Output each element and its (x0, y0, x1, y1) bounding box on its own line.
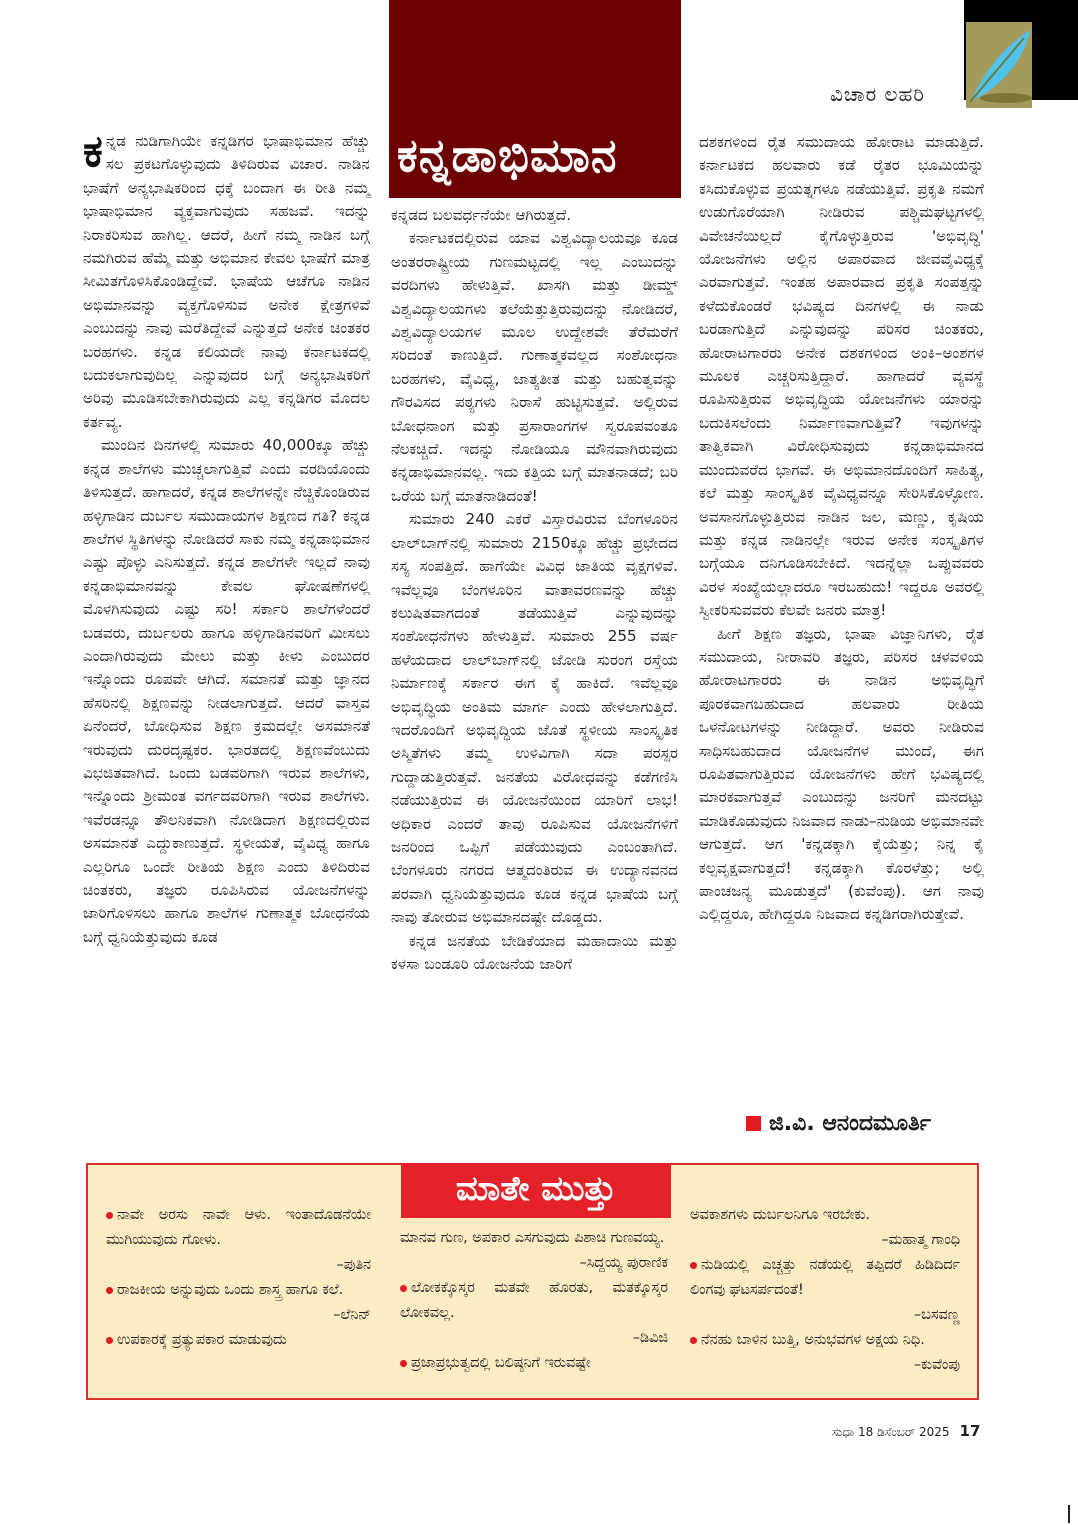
quotes-column-2 (400, 1226, 668, 1376)
quotes-box (86, 1163, 979, 1400)
page-number: 17 (959, 1422, 981, 1440)
paragraph: ಮುಂದಿನ ದಿನಗಳಲ್ಲಿ ಸುಮಾರು 40,000ಕ್ಕೂ ಹೆಚ್ಚು ಕನ್ನಡ ಶಾಲೆಗಳು ಮುಚ್ಚಲಾಗುತ್ತಿವೆ ಎಂದು ವರದಿಯೊಂದು ತಿಳಿಸುತ್ತದೆ. ಹಾಗಾದರೆ, ಕನ್ನಡ ಶಾಲೆಗಳನ್ನೇ ನೆಚ್ಚಿಕೊಂಡಿರುವ ಹಳ್ಳಿಗಾಡಿನ ದುರ್ಬಲ ಸಮುದಾಯಗಳ ಶಿಕ್ಷಣದ ಗತಿ? ಕನ್ನಡ ಶಾಲೆಗಳ ಸ್ಥಿತಿಗಳನ್ನು ನೋಡಿದರೆ ಸಾಕು ನಮ್ಮ ಕನ್ನಡಾಭಿಮಾನ ಎಷ್ಟು ಪೊಳ್ಳು ಎನಿಸುತ್ತದೆ. ಕನ್ನಡ ಶಾಲೆಗಳೇ ಇಲ್ಲದೆ ನಾವು ಕನ್ನಡಾಭಿಮಾನವನ್ನು ಕೇವಲ ಘೋಷಣೆಗಳಲ್ಲಿ ಮೊಳಗಿಸುವುದು ಎಷ್ಟು ಸರಿ! ಸರ್ಕಾರಿ ಶಾಲೆಗಳೆಂದರೆ ಬಡವರು, ದುರ್ಬಲರು ಹಾಗೂ ಹಳ್ಳಿಗಾಡಿನವರಿಗೆ ಮೀಸಲು ಎಂದಾಗಿರುವುದು ಮೇಲು ಮತ್ತು ಕೀಳು ಎಂಬುದರ ಇನ್ನೊಂದು ರೂಪವೇ ಆಗಿದೆ. ಸಮಾನತೆ ಮತ್ತು ಜ್ಞಾನದ ಹೆಸರಿನಲ್ಲಿ ಶಿಕ್ಷಣವನ್ನು ನೀಡಲಾಗುತ್ತದೆ. ಆದರೆ ವಾಸ್ತವ ಏನೆಂದರೆ, ಬೋಧಿಸುವ ಶಿಕ್ಷಣ ಕ್ರಮದಲ್ಲೇ ಅಸಮಾನತೆ ಇರುವುದು ದುರದೃಷ್ಟಕರ. ಭಾರತದಲ್ಲಿ ಶಿಕ್ಷಣವೆಂಬುದು ವಿಭಜಿತವಾಗಿದೆ. ಒಂದು ಬಡವರಿಗಾಗಿ ಇರುವ ಶಾಲೆಗಳು, ಇನ್ನೊಂದು ಶ್ರೀಮಂತ ವರ್ಗದವರಿಗಾಗಿ ಇರುವ ಶಾಲೆಗಳು. ಇವೆರಡನ್ನೂ ತೌಲನಿಕವಾಗಿ ನೋಡಿದಾಗ ಶಿಕ್ಷಣದಲ್ಲಿರುವ ಅಸಮಾನತೆ ಎದ್ದುಕಾಣುತ್ತದೆ. ಸ್ಥಳೀಯತೆ, ವೈವಿಧ್ಯ ಹಾಗೂ ಎಲ್ಲರಿಗೂ ಒಂದೇ ರೀತಿಯ ಶಿಕ್ಷಣ ಎಂದು ತಿಳಿದಿರುವ ಚಿಂತಕರು, ತಜ್ಞರು ರೂಪಿಸಿರುವ ಯೋಜನೆಗಳನ್ನು ಜಾರಿಗೊಳಿಸಲು ಹಾಗೂ ಶಾಲೆಗಳ ಗುಣಾತ್ಮಕ ಬೋಧನೆಯ ಬಗ್ಗೆ ಧ್ವನಿಯೆತ್ತುವುದು ಕೂಡ (83, 436, 371, 946)
quote-author: –ಕುವೆಂಪು (913, 1357, 960, 1373)
quote-author: –ಸಿದ್ದಯ್ಯ ಪುರಾಣಿಕ (579, 1255, 668, 1271)
paragraph: ಕನ್ನಡ ಜನತೆಯ ಬೇಡಿಕೆಯಾದ ಮಹಾದಾಯಿ ಮತ್ತು ಕಳಸಾ ಬಂಡೂರಿ ಯೋಜನೆಯ ಜಾರಿಗೆ (391, 931, 678, 973)
quote-item: ನೆನಹು ಬಾಳಿನ ಬುತ್ತಿ, ಅನುಭವಗಳ ಅಕ್ಷಯ ನಿಧಿ. (690, 1328, 960, 1353)
crop-mark (1068, 1505, 1070, 1523)
bullet-icon (106, 1337, 113, 1344)
quote-author: –ಬಸವಣ್ಣ (913, 1307, 960, 1323)
paragraph: ಕನ್ನಡದ ಬಲವರ್ಧನೆಯೇ ಆಗಿರುತ್ತದೆ. (391, 206, 572, 224)
quote-author: –ಲೆನಿನ್ (333, 1307, 371, 1323)
quotes-column-1 (106, 1203, 371, 1353)
quote-author: –ಮಹಾತ್ಮ ಗಾಂಧಿ (881, 1232, 960, 1248)
article-column-1 (83, 126, 371, 949)
quote-item: ರಾಜಕೀಯ ಅನ್ನುವುದು ಒಂದು ಶಾಸ್ತ್ರ ಹಾಗೂ ಕಲೆ. (106, 1278, 371, 1303)
quote-item: ಉಪಕಾರಕ್ಕೆ ಪ್ರತ್ಯುಪಕಾರ ಮಾಡುವುದು (106, 1328, 371, 1353)
author-name: ಜಿ.ವಿ. ಆನಂದಮೂರ್ತಿ (769, 1111, 932, 1136)
quotes-title: ಮಾತೇ ಮುತ್ತು (401, 1163, 671, 1218)
bullet-icon (400, 1360, 407, 1367)
bullet-icon (690, 1262, 697, 1269)
bullet-icon (690, 1337, 697, 1344)
paragraph: ಸುಮಾರು 240 ಎಕರೆ ವಿಸ್ತಾರವಿರುವ ಬೆಂಗಳೂರಿನ ಲಾಲ್‌ಬಾಗ್‌ನಲ್ಲಿ ಸುಮಾರು 2150ಕ್ಕೂ ಹೆಚ್ಚು ಪ್ರಭೇದದ ಸಸ್ಯ ಸಂಪತ್ತಿದೆ. ಹಾಗೆಯೇ ವಿವಿಧ ಜಾತಿಯ ವೃಕ್ಷಗಳಿವೆ. ಇವೆಲ್ಲವೂ ಬೆಂಗಳೂರಿನ ವಾತಾವರಣವನ್ನು ಹೆಚ್ಚು ಕಲುಷಿತವಾಗದಂತೆ ತಡೆಯುತ್ತಿವೆ ಎನ್ನುವುದನ್ನು ಸಂಶೋಧನೆಗಳು ಹೇಳುತ್ತಿವೆ. ಸುಮಾರು 255 ವರ್ಷ ಹಳೆಯದಾದ ಲಾಲ್‌ಬಾಗ್‌ನಲ್ಲಿ ಜೋಡಿ ಸುರಂಗ ರಸ್ತೆಯ ನಿರ್ಮಾಣಕ್ಕೆ ಸರ್ಕಾರ ಈಗ ಕೈ ಹಾಕಿದೆ. ಇವೆಲ್ಲವೂ ಅಭಿವೃದ್ಧಿಯ ಅಂತಿಮ ಮಾರ್ಗ ಎಂದು ಹೇಳಲಾಗುತ್ತಿದೆ. ಇದರೊಂದಿಗೆ ಅಭಿವೃದ್ಧಿಯ ಜೊತೆ ಸ್ಥಳೀಯ ಸಾಂಸ್ಕೃತಿಕ ಅಸ್ಮಿತೆಗಳು ತಮ್ಮ ಉಳಿವಿಗಾಗಿ ಸದಾ ಪರಸ್ಪರ ಗುದ್ದಾಡುತ್ತಿರುತ್ತವೆ. ಜನತೆಯ ವಿರೋಧವನ್ನು ಕಡೆಗಣಿಸಿ ನಡೆಯುತ್ತಿರುವ ಈ ಯೋಜನೆಯಿಂದ ಯಾರಿಗೆ ಲಾಭ! ಅಧಿಕಾರ ಎಂದರೆ ತಾವು ರೂಪಿಸುವ ಯೋಜನೆಗಳಿಗೆ ಜನರಿಂದ ಒಪ್ಪಿಗೆ ಪಡೆಯುವುದು ಎಂಬಂತಾಗಿದೆ. ಬೆಂಗಳೂರು ನಗರದ ಆತ್ಮದಂತಿರುವ ಈ ಉದ್ಯಾನವನದ ಪರವಾಗಿ ಧ್ವನಿಯೆತ್ತುವುದೂ ಕೂಡ ಕನ್ನಡ ಭಾಷೆಯ ಬಗ್ಗೆ ನಾವು ತೋರುವ ಅಭಿಮಾನದಷ್ಟೇ ದೊಡ್ಡದು. (391, 510, 678, 927)
quote-item: ಪ್ರಜಾಪ್ರಭುತ್ವದಲ್ಲಿ ಬಲಿಷ್ಠನಿಗೆ ಇರುವಷ್ಟೇ (400, 1351, 668, 1376)
paragraph: ಕರ್ನಾಟಕದಲ್ಲಿರುವ ಯಾವ ವಿಶ್ವವಿದ್ಯಾಲಯವೂ ಕೂಡ ಅಂತರರಾಷ್ಟ್ರೀಯ ಗುಣಮಟ್ಟದಲ್ಲಿ ಇಲ್ಲ ಎಂಬುದನ್ನು ವರದಿಗಳು ಹೇಳುತ್ತಿವೆ. ಖಾಸಗಿ ಮತ್ತು ಡೀಮ್ಡ್ ವಿಶ್ವವಿದ್ಯಾಲಯಗಳು ತಲೆಯೆತ್ತುತ್ತಿರುವುದನ್ನು ನೋಡಿದರೆ, ವಿಶ್ವವಿದ್ಯಾಲಯಗಳ ಮೂಲ ಉದ್ದೇಶವೇ ತೆರೆಮರೆಗೆ ಸರಿದಂತೆ ಕಾಣುತ್ತಿದೆ. ಗುಣಾತ್ಮಕವಲ್ಲದ ಸಂಶೋಧನಾ ಬರಹಗಳು, ವೈವಿಧ್ಯ, ಜಾತ್ಯತೀತ ಮತ್ತು ಬಹುತ್ವವನ್ನು ಗೌರವಿಸದ ಪಠ್ಯಗಳು ನಿರಾಸೆ ಹುಟ್ಟಿಸುತ್ತವೆ. ಅಲ್ಲಿರುವ ಬೋಧನಾಂಗ ಮತ್ತು ಪ್ರಸಾರಾಂಗಗಳ ಸ್ವರೂಪವಂತೂ ನೆಲಕಚ್ಚಿದೆ. ಇದನ್ನು ನೋಡಿಯೂ ಮೌನವಾಗಿರುವುದು ಕನ್ನಡಾಭಿಮಾನವಲ್ಲ. ಇದು ಕತ್ತಿಯ ಬಗ್ಗೆ ಮಾತನಾಡದೆ; ಬರಿ ಒರೆಯ ಬಗ್ಗೆ ಮಾತನಾಡಿದಂತೆ! (391, 229, 678, 505)
paragraph: ದಶಕಗಳಿಂದ ರೈತ ಸಮುದಾಯ ಹೋರಾಟ ಮಾಡುತ್ತಿದೆ. ಕರ್ನಾಟಕದ ಹಲವಾರು ಕಡೆ ರೈತರ ಭೂಮಿಯನ್ನು ಕಸಿದುಕೊಳ್ಳುವ ಪ್ರಯತ್ನಗಳೂ ನಡೆಯುತ್ತಿವೆ. ಪ್ರಕೃತಿ ನಮಗೆ ಉಡುಗೊರೆಯಾಗಿ ನೀಡಿರುವ ಪಶ್ಚಿಮಘಟ್ಟಗಳಲ್ಲಿ ವಿವೇಚನೆಯಿಲ್ಲದೆ ಕೈಗೊಳ್ಳುತ್ತಿರುವ 'ಅಭಿವೃದ್ಧಿ' ಯೋಜನೆಗಳು ಅಲ್ಲಿನ ಅಪಾರವಾದ ಜೀವವೈವಿಧ್ಯಕ್ಕೆ ಎರವಾಗುತ್ತವೆ. ಇಂತಹ ಅಪಾರವಾದ ಪ್ರಕೃತಿ ಸಂಪತ್ತನ್ನು ಕಳೆದುಕೊಂಡರೆ ಭವಿಷ್ಯದ ದಿನಗಳಲ್ಲಿ ಈ ನಾಡು ಬರಡಾಗುತ್ತಿದೆ ಎನ್ನುವುದನ್ನು ಪರಿಸರ ಚಿಂತಕರು, ಹೋರಾಟಗಾರರು ಅನೇಕ ದಶಕಗಳಿಂದ ಅಂಕಿ–ಅಂಶಗಳ ಮೂಲಕ ಎಚ್ಚರಿಸುತ್ತಿದ್ದಾರೆ. ಹಾಗಾದರೆ ವ್ಯವಸ್ಥೆ ರೂಪಿಸುತ್ತಿರುವ ಅಭಿವೃದ್ಧಿಯ ಯೋಜನೆಗಳು ಯಾರನ್ನು ಬದುಕಿಸಲೆಂದು ನಿರ್ಮಾಣವಾಗುತ್ತಿವೆ? ಇವುಗಳನ್ನು ತಾತ್ವಿಕವಾಗಿ ವಿರೋಧಿಸುವುದು ಕನ್ನಡಾಭಿಮಾನದ ಮುಂದುವರೆದ ಭಾಗವೆ. ಈ ಅಭಿಮಾನದೊಂದಿಗೆ ಸಾಹಿತ್ಯ, ಕಲೆ ಮತ್ತು ಸಾಂಸ್ಕೃತಿಕ ವೈವಿಧ್ಯವನ್ನೂ ಸೇರಿಸಿಕೊಳ್ಳೋಣ. ಅವಸಾನಗೊಳ್ಳುತ್ತಿರುವ ನಾಡಿನ ಜಲ, ಮಣ್ಣು, ಕೃಷಿಯ ಮತ್ತು ಕನ್ನಡ ನಾಡಿನಲ್ಲೇ ಇರುವ ಅನೇಕ ಸಂಸ್ಕೃತಿಗಳ ಬಗ್ಗೆಯೂ ದನಿಗೂಡಿಸಬೇಕಿದೆ. ಇದನ್ನೆಲ್ಲಾ ಒಪ್ಪುವವರು ವಿರಳ ಸಂಖ್ಯೆಯಲ್ಲಾದರೂ ಇರಬಹುದು! ಇದ್ದರೂ ಅವರಲ್ಲಿ ಸ್ವೀಕರಿಸುವವರು ಕೆಲವೇ ಜನರು ಮಾತ್ರ! (699, 133, 984, 620)
bullet-icon (400, 1285, 407, 1292)
publication-date: ಸುಧಾ 18 ಡಿಸೆಂಬರ್ 2025 (832, 1425, 950, 1439)
article-column-2 (391, 204, 678, 976)
feather-icon (966, 22, 1032, 108)
quote-item: ಮಾನವ ಗುಣ, ಅಪಕಾರ ಎಸಗುವುದು ಪಿಶಾಚಿ ಗುಣವಯ್ಯ. (400, 1230, 665, 1246)
paragraph: ಕನ್ನಡ ನುಡಿಗಾಗಿಯೇ ಕನ್ನಡಿಗರ ಭಾಷಾಭಿಮಾನ ಹೆಚ್ಚು ಸಲ ಪ್ರಕಟಗೊಳ್ಳುವುದು ತಿಳಿದಿರುವ ವಿಚಾರ. ನಾಡಿನ ಭಾಷೆಗೆ ಅನ್ಯಭಾಷಿಕರಿಂದ ಧಕ್ಕೆ ಬಂದಾಗ ಈ ರೀತಿ ನಮ್ಮ ಭಾಷಾಭಿಮಾನ ವ್ಯಕ್ತವಾಗುವುದು ಸಹಜವೆ. ಇದನ್ನು ನಿರಾಕರಿಸುವ ಹಾಗಿಲ್ಲ. ಆದರೆ, ಹೀಗೆ ನಮ್ಮ ನಾಡಿನ ಬಗ್ಗೆ ನಮಗಿರುವ ಹೆಮ್ಮೆ ಮತ್ತು ಅಭಿಮಾನ ಕೇವಲ ಭಾಷೆಗೆ ಮಾತ್ರ ಸೀಮಿತಗೊಳಿಸಿಕೊಂಡಿದ್ದೇವೆ. ಭಾಷೆಯ ಆಚೆಗೂ ನಾಡಿನ ಅಭಿಮಾನವನ್ನು ವ್ಯಕ್ತಗೊಳಿಸುವ ಅನೇಕ ಕ್ಷೇತ್ರಗಳಿವೆ ಎಂಬುದನ್ನು ನಾವು ಮರೆತಿದ್ದೇವೆ ಎನ್ನುತ್ತದೆ ಅನೇಕ ಚಿಂತಕರ ಬರಹಗಳು. ಕನ್ನಡ ಕಲಿಯದೇ ನಾವು ಕರ್ನಾಟಕದಲ್ಲಿ ಬದುಕಲಾಗುವುದಿಲ್ಲ ಎನ್ನುವುದರ ಬಗ್ಗೆ ಅನ್ಯಭಾಷಿಕರಿಗೆ ಅರಿವು ಮೂಡಿಸಬೇಕಾಗಿರುವುದು ಎಲ್ಲ ಕನ್ನಡಿಗರ ಮೊದಲ ಕರ್ತವ್ಯ. (83, 126, 370, 431)
quotes-column-3 (690, 1203, 960, 1378)
quote-author: –ಪುತಿನ (336, 1257, 371, 1273)
author-byline (746, 1111, 931, 1136)
article-title: ಕನ್ನಡಾಭಿಮಾನ (397, 128, 618, 182)
bullet-icon (106, 1212, 113, 1219)
quote-item: ಲೋಕಕ್ಕೊಸ್ಕರ ಮತವೇ ಹೊರತು, ಮತಕ್ಕೊಸ್ಕರ ಲೋಕವಲ್ಲ. (400, 1280, 668, 1321)
page-footer (832, 1422, 980, 1440)
paragraph: ಹೀಗೆ ಶಿಕ್ಷಣ ತಜ್ಞರು, ಭಾಷಾ ವಿಜ್ಞಾನಿಗಳು, ರೈತ ಸಮುದಾಯ, ನೀರಾವರಿ ತಜ್ಞರು, ಪರಿಸರ ಚಳವಳಿಯ ಹೋರಾಟಗಾರರು ಈ ನಾಡಿನ ಅಭಿವೃದ್ಧಿಗೆ ಪೂರಕವಾಗಬಹುದಾದ ಹಲವಾರು ರೀತಿಯ ಒಳನೋಟಗಳನ್ನು ನೀಡಿದ್ದಾರೆ. ಅವರು ನೀಡಿರುವ ಸಾಧಿಸಬಹುದಾದ ಯೋಜನೆಗಳ ಮುಂದೆ, ಈಗ ರೂಪಿತವಾಗುತ್ತಿರುವ ಯೋಜನೆಗಳು ಹೇಗೆ ಭವಿಷ್ಯದಲ್ಲಿ ಮಾರಕವಾಗುತ್ತವೆ ಎಂಬುದನ್ನು ಜನರಿಗೆ ಮನದಟ್ಟು ಮಾಡಿಕೊಡುವುದು ನಿಜವಾದ ನಾಡು–ನುಡಿಯ ಅಭಿಮಾನವೇ ಆಗುತ್ತದೆ. ಆಗ 'ಕನ್ನಡಕ್ಕಾಗಿ ಕೈಯೆತ್ತು; ನಿನ್ನ ಕೈ ಕಲ್ಪವೃಕ್ಷವಾಗುತ್ತದೆ! ಕನ್ನಡಕ್ಕಾಗಿ ಕೊರಳೆತ್ತು; ಅಲ್ಲಿ ಪಾಂಚಜನ್ಯ ಮೂಡುತ್ತದೆ' (ಕುವೆಂಪು). ಆಗ ನಾವು ಎಲ್ಲಿದ್ದರೂ, ಹೇಗಿದ್ದರೂ ನಿಜವಾದ ಕನ್ನಡಿಗರಾಗಿರುತ್ತೇವೆ. (699, 624, 984, 924)
quote-item: ನುಡಿಯಲ್ಲಿ ಎಚ್ಚತ್ತು ನಡೆಯಲ್ಲಿ ತಪ್ಪಿದರೆ ಹಿಡಿದಿರ್ದ ಲಿಂಗವು ಘಟಸರ್ಪದಂತೆ! (690, 1257, 960, 1298)
quote-author: –ಡಿವಿಜಿ (632, 1330, 668, 1346)
bullet-icon (106, 1287, 113, 1294)
title-banner (389, 0, 681, 198)
quote-item: ಅವಕಾಶಗಳು ದುರ್ಬಲನಿಗೂ ಇರಬೇಕು. (690, 1207, 870, 1223)
section-label: ವಿಚಾರ ಲಹರಿ (830, 82, 925, 106)
byline-marker-icon (746, 1116, 761, 1131)
drop-cap: ಕ (83, 126, 103, 177)
quote-item: ನಾವೇ ಅರಸು ನಾವೇ ಆಳು. ಇಂತಾದೊಡನೆಯೇ ಮುಗಿಯುವುದು ಗೋಳು. (106, 1207, 371, 1248)
article-column-3 (699, 131, 984, 927)
